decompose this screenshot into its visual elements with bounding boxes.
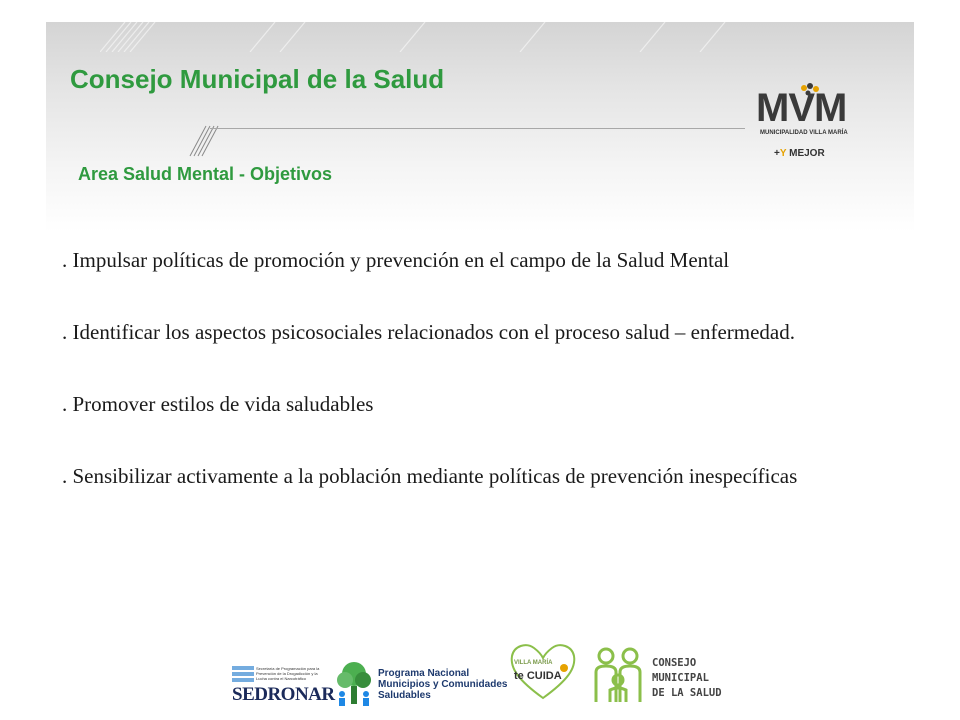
mvm-slogan-plus: + bbox=[774, 148, 780, 159]
consejo-line1: CONSEJO bbox=[652, 657, 697, 669]
header-rule bbox=[210, 128, 745, 129]
objective-item: . Identificar los aspectos psicosociales relacionados con el proceso salud – enfermedad. bbox=[62, 320, 795, 344]
cuida-line2: te CUIDA bbox=[514, 670, 562, 682]
sedronar-stripes-icon bbox=[232, 666, 254, 682]
programa-line3: Saludables bbox=[378, 690, 431, 701]
mvm-slogan-word: MEJOR bbox=[789, 148, 825, 159]
consejo-line2: MUNICIPAL bbox=[652, 672, 709, 684]
programa-line1: Programa Nacional bbox=[378, 668, 470, 679]
mvm-mark: MVM bbox=[756, 86, 847, 130]
objectives-list bbox=[62, 244, 862, 532]
family-icon bbox=[590, 646, 648, 706]
footer-logos bbox=[230, 636, 740, 712]
sedronar-logo bbox=[230, 666, 335, 706]
sedronar-name: SEDRONAR bbox=[232, 684, 335, 705]
objective-item: . Impulsar políticas de promoción y prevención en el campo de la Salud Mental bbox=[62, 248, 730, 272]
programa-logo bbox=[334, 660, 508, 710]
villa-maria-te-cuida-logo bbox=[508, 640, 578, 702]
header-stripes-decoration bbox=[100, 22, 740, 52]
mvm-slogan bbox=[774, 148, 825, 159]
mvm-municipality-label: MUNICIPALIDAD VILLA MARÍA bbox=[760, 130, 848, 136]
objective-item: . Sensibilizar activamente a la población mediante políticas de prevención inespecíficas bbox=[62, 464, 798, 488]
section-subtitle: Area Salud Mental - Objetivos bbox=[78, 164, 333, 184]
mvm-logo bbox=[756, 80, 866, 170]
consejo-municipal-logo bbox=[590, 642, 740, 708]
tree-people-icon bbox=[334, 660, 374, 708]
consejo-text bbox=[652, 656, 722, 701]
objective-item: . Promover estilos de vida saludables bbox=[62, 392, 374, 416]
mvm-slogan-y: Y bbox=[779, 148, 787, 159]
cuida-line1: VILLA MARÍA bbox=[514, 660, 553, 666]
programa-line2: Municipios y Comunidades bbox=[378, 679, 508, 690]
page-title: Consejo Municipal de la Salud bbox=[70, 64, 445, 94]
programa-text bbox=[378, 668, 507, 701]
consejo-line3: DE LA SALUD bbox=[652, 687, 722, 699]
sedronar-small-text: Secretaría de Programación para la Prevención de la Drogadicción y la Lucha contra el Narcotráfico bbox=[256, 666, 320, 681]
